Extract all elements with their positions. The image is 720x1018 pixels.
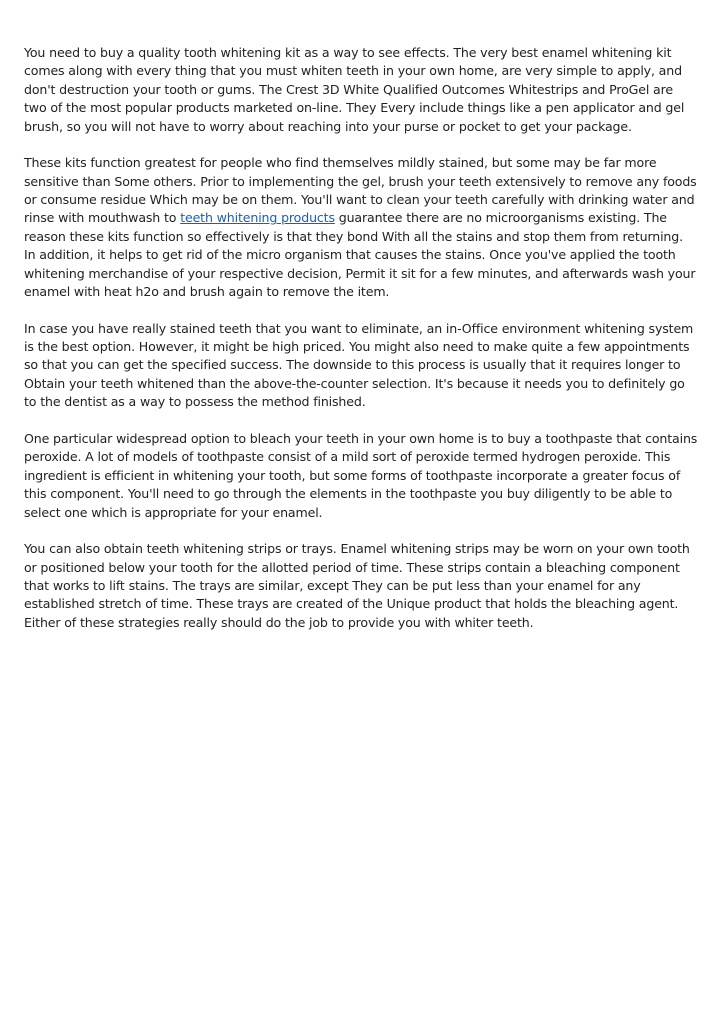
teeth-whitening-products-link[interactable]: teeth whitening products <box>180 210 335 226</box>
paragraph-3: In case you have really stained teeth that you want to eliminate, an in-Office environment whitening system is the best option. However, it might be high priced. You might also need to make quite a few appointments so that you can get the specified success. The downside to this process is usually that it requires longer to Obtain your teeth whitened than the above-the-counter selection. It's because it needs you to definitely go to the dentist as a way to possess the method finished. <box>24 320 694 410</box>
paragraph-1: You need to buy a quality tooth whitening kit as a way to see effects. The very best enamel whitening kit comes along with every thing that you must whiten teeth in your own home, are very simple to apply, and don't destruction your tooth or gums. The Crest 3D White Qualified Outcomes Whitestrips and ProGel are two of the most popular products marketed on-line. They Every include things like a pen applicator and gel brush, so you will not have to worry about reaching into your purse or pocket to get your package. <box>24 45 685 134</box>
article-body <box>24 44 698 650</box>
paragraph-2 <box>24 154 698 301</box>
paragraph-2-text-before-link: These kits function greatest for people who find themselves mildly stained, but some may be far more sensitive than Some others. Prior to implementing the gel, brush your teeth extensively to remove any foods or consume residue Which may be on them. You'll want to clean your teeth carefully with drinking water and rinse with mouthwash to <box>24 155 697 226</box>
paragraph-5: You can also obtain teeth whitening strips or trays. Enamel whitening strips may be worn on your own tooth or positioned below your tooth for the allotted period of time. These strips contain a bleaching component that works to lift stains. The trays are similar, except They can be put less than your enamel for any established stretch of time. These trays are created of the Unique product that holds the bleaching agent. Either of these strategies really should do the job to provide you with whiter teeth. <box>24 541 690 630</box>
paragraph-2-text-after-link: guarantee there are no microorganisms existing. The reason these kits function so effectively is that they bond With all the stains and stop them from returning. In addition, it helps to get rid of the micro organism that causes the stains. Once you've applied the tooth whitening merchandise of your respective decision, Permit it sit for a few minutes, and afterwards wash your enamel with heat h2o and brush again to remove the item. <box>24 210 696 300</box>
paragraph-4: One particular widespread option to bleach your teeth in your own home is to buy a toothpaste that contains peroxide. A lot of models of toothpaste consist of a mild sort of peroxide termed hydrogen peroxide. This ingredient is efficient in whitening your tooth, but some forms of toothpaste incorporate a greater focus of this component. You'll need to go through the elements in the toothpaste you buy diligently to be able to select one which is appropriate for your enamel. <box>24 430 698 520</box>
